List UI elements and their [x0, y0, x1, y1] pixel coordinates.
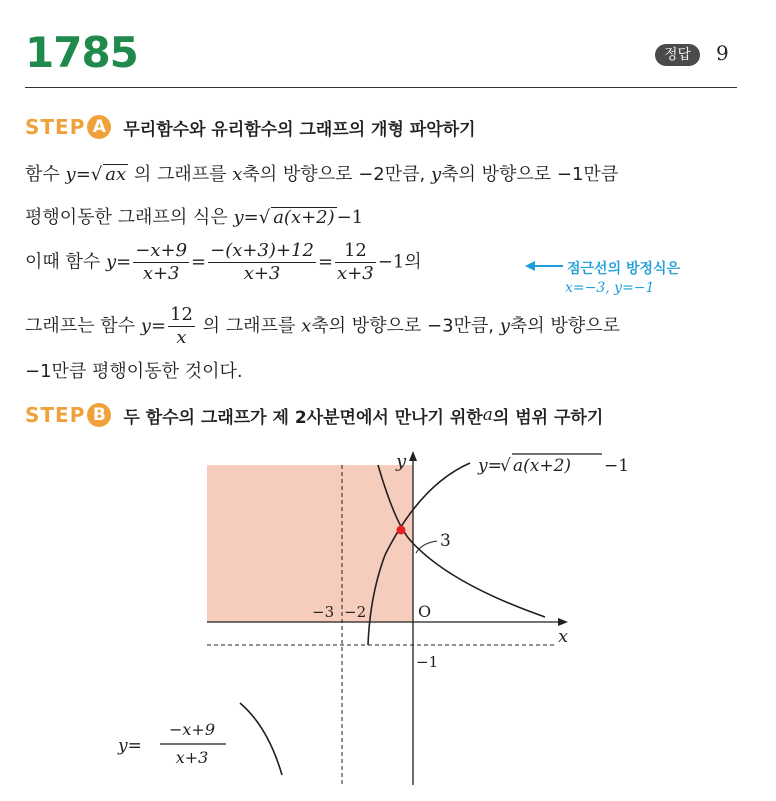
fraction-2: [208, 240, 316, 285]
fraction-1-numerator: −x+9: [135, 240, 188, 261]
sqrt-label-tail: −1: [604, 456, 630, 476]
origin-label: O: [418, 602, 432, 621]
x-axis-label: x: [558, 626, 569, 647]
step-a-word: STEP: [25, 115, 86, 139]
sqrt-label-radicand: a(x+2): [513, 456, 572, 476]
asymptote-note-equation: x=−3, y=−1: [565, 280, 655, 296]
p4-text-2: 의 그래프를: [196, 315, 302, 337]
p4-text-4: 축의 방향으로: [509, 315, 620, 337]
p4-var-y2: y: [499, 315, 510, 337]
rational-label-denominator: x+3: [175, 748, 209, 767]
fraction-1-denominator: x+3: [142, 263, 180, 284]
left-arrow-icon: [525, 258, 565, 274]
step-b-title-post: 의 범위 구하기: [492, 407, 604, 428]
paragraph-3: [25, 240, 422, 285]
step-a-title: 무리함수와 유리함수의 그래프의 개형 파악하기: [123, 119, 476, 140]
fraction-1: [133, 240, 189, 285]
paragraph-4: [25, 304, 620, 349]
sqrt-label-prefix: y=: [478, 456, 502, 476]
p3-text-1: 이때 함수: [25, 251, 106, 273]
p4-text-3: 축의 방향으로 −3만큼,: [311, 315, 500, 337]
asymptote-note-title: 점근선의 방정식은: [567, 261, 681, 277]
paragraph-1: [25, 160, 618, 186]
rational-label-numerator: −x+9: [168, 720, 216, 739]
p1-text-1: 함수: [25, 164, 60, 185]
p1-text-2: 의 그래프를: [128, 164, 233, 185]
problem-number: 1785: [25, 28, 138, 77]
label-3-leader: [416, 541, 437, 553]
p1-var-x: x: [232, 164, 243, 185]
radical-sign: √: [258, 207, 271, 228]
fraction-4: [168, 304, 195, 349]
step-a-badge: A: [87, 115, 111, 139]
fraction-2-denominator: x+3: [243, 263, 281, 284]
x-axis-arrow-icon: [558, 618, 568, 626]
fraction-4-denominator: x: [176, 327, 187, 348]
p2-radicand: a(x+2): [273, 207, 335, 228]
p3-equals-2: =: [191, 251, 207, 273]
p1-text-3: 축의 방향으로 −2만큼,: [242, 164, 431, 185]
y-axis-label: y: [396, 451, 407, 472]
step-b-title-pre: 두 함수의 그래프가 제 2사분면에서 만나기 위한: [123, 407, 483, 428]
tick-label-neg3: −3: [312, 603, 335, 621]
p4-equals: =: [150, 315, 167, 337]
rational-label-prefix: y=: [118, 736, 142, 756]
paragraph-5: [25, 357, 243, 383]
fraction-4-numerator: 12: [170, 304, 193, 325]
p3-var-y: y: [106, 251, 117, 273]
tick-label-neg1: −1: [416, 653, 439, 671]
y-axis-arrow-icon: [409, 451, 417, 461]
p4-var-x: x: [301, 315, 312, 337]
step-b-badge: B: [87, 403, 111, 427]
fraction-3: [335, 240, 376, 285]
function-graph: [0, 445, 776, 801]
p2-text-1: 평행이동한 그래프의 식은: [25, 207, 234, 228]
p3-equals-1: =: [116, 251, 132, 273]
p1-equals: =: [75, 164, 91, 185]
p1-var-y: y: [65, 164, 76, 185]
step-a-heading: [25, 112, 476, 142]
paragraph-2: [25, 203, 363, 229]
fraction-3-denominator: x+3: [337, 263, 374, 284]
intersection-point: [397, 526, 406, 535]
fraction-2-numerator: −(x+3)+12: [210, 240, 314, 261]
p5-text-1: −1만큼 평행이동한 것이다.: [25, 361, 243, 382]
p2-var-y: y: [233, 207, 244, 228]
p2-equals: =: [243, 207, 259, 228]
p1-text-4: 축의 방향으로 −1만큼: [441, 164, 619, 185]
p1-var-y2: y: [430, 164, 442, 185]
step-b-title-var: a: [482, 405, 493, 425]
label-3: 3: [440, 531, 451, 551]
rational-curve-lower-branch: [240, 703, 282, 775]
p3-tail: −1의: [377, 251, 422, 273]
p2-tail: −1: [336, 207, 364, 228]
answer-value: 9: [716, 41, 729, 65]
header-divider: [25, 87, 737, 88]
p3-equals-3: =: [317, 251, 334, 273]
sqrt-label-radical-icon: √: [500, 456, 511, 476]
p4-var-y: y: [140, 315, 151, 337]
p4-text-1: 그래프는 함수: [25, 315, 141, 337]
second-quadrant-region: [207, 465, 413, 622]
radical-sign: √: [90, 164, 103, 185]
p1-radicand: ax: [105, 164, 127, 185]
step-b-word: STEP: [25, 403, 86, 427]
tick-label-neg2: −2: [344, 603, 367, 621]
step-b-heading: [25, 400, 603, 430]
answer-badge: 정답: [655, 44, 700, 66]
fraction-3-numerator: 12: [335, 240, 376, 263]
